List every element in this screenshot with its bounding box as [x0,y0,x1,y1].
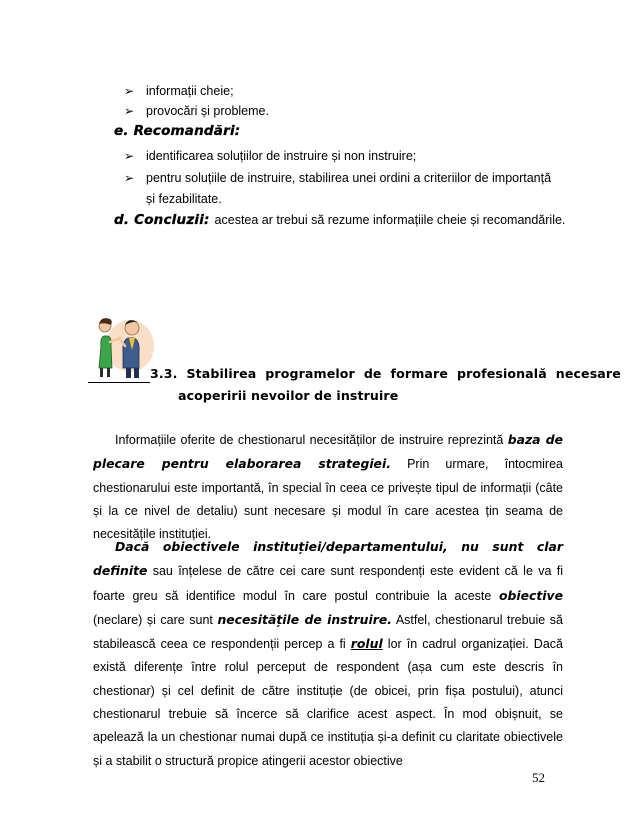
p2-text3: Astfel, chestionarul trebuie să stabilească ceea ce respondenții percep a fi [93,612,563,652]
arrow-bullet-icon: ➢ [124,149,135,163]
heading-conclusions: d. Concluzii: [114,212,210,228]
bullet-text: provocări și probleme. [146,104,269,118]
arrow-bullet-icon: ➢ [124,104,135,118]
bullet-text: informații cheie; [146,84,234,98]
p1-emphasis: baza de plecare pentru elaborarea strategiei. [93,432,564,472]
p2-emphasis-3: necesitățile de instruire. [217,611,392,627]
conclusions-text: acestea ar trebui să rezume informațiile cheie și recomandările. [214,213,566,227]
p2-emphasis-2: obiective [498,587,563,603]
bullet-text: identificarea soluțiilor de instruire și non instruire; [146,149,417,163]
illustration-baseline [88,382,150,383]
section-title-line2: acoperirii nevoilor de instruire [178,388,399,403]
paragraph-1 [93,428,563,546]
heading-recommendations: e. Recomandări: [114,123,241,139]
section-heading-line1 [150,366,621,381]
paragraph-2 [93,535,563,773]
p1-text1: Informațiile oferite de chestionarul necesităților de instruire reprezintă [115,433,504,447]
bullet-continuation: și fezabilitate. [146,192,222,206]
p2-text2: (neclare) și care sunt [93,612,213,627]
p2-emphasis-1: Dacă obiectivele instituției/departamentului, nu sunt clar definite [93,539,563,579]
arrow-bullet-icon: ➢ [124,171,135,185]
section-number: 3.3. [150,366,178,381]
bullet-text: pentru soluțiile de instruire, stabilirea unei ordini a criteriilor de importanță [146,171,552,185]
section-title-line1: Stabilirea programelor de formare profesională necesare [186,366,621,381]
page-number: 52 [532,770,545,785]
conclusions-line [114,212,565,228]
arrow-bullet-icon: ➢ [124,84,135,98]
p1-text2: Prin urmare, întocmirea chestionarului este importantă, în special în ceea ce privește tipul de informații (câte și la ce nivel de detaliu) sunt necesare și modul în care acestea țin seama de necesitățile instituției. [93,457,563,542]
p2-emphasis-4: rolul [350,636,383,652]
p2-text4: lor în cadrul organizației. Dacă există diferențe între rolul perceput de respondent (așa cum este descris în chestionar) și cel definit de către instituție (de obicei, prin fișa postului), atunci chestionarul trebuie să încerce să clarifice acest aspect. În mod obișnuit, se apelează la un chestionar numai după ce instituția și-a definit cu claritate obiectivele și a stabilit o structură propice atingerii acestor obiective [93,637,563,768]
p2-text1: sau înțelese de către cei care sunt respondenți este evident că le va fi foarte greu să identifice modul în care postul contribuie la aceste [93,564,563,603]
